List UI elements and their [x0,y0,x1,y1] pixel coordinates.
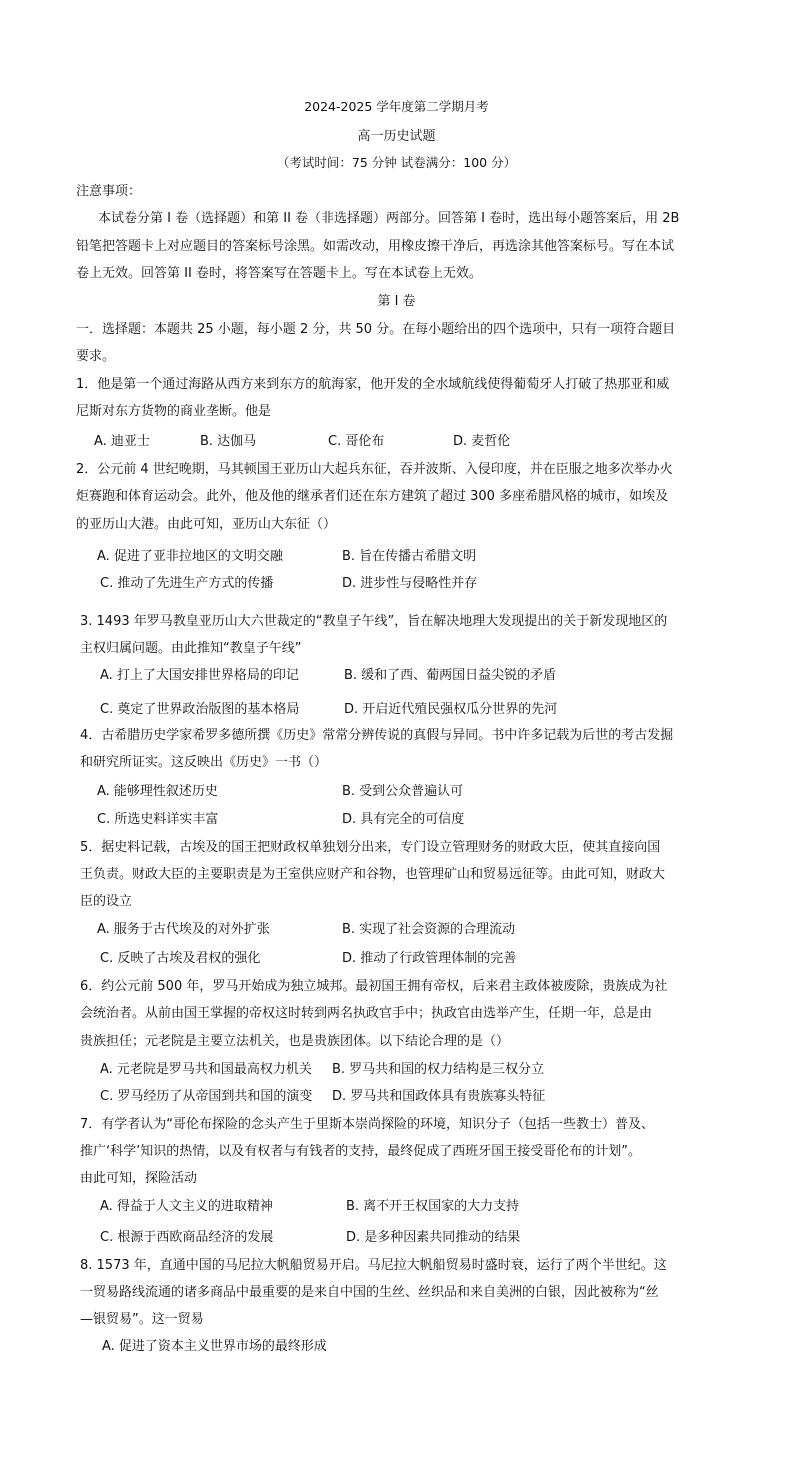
option-d: D. 是多种因素共同推动的结果 [346,1230,521,1245]
option-c: C. 根源于西欧商品经济的发展 [100,1230,274,1245]
option-c: C. 罗马经历了从帝国到共和国的演变 [100,1089,313,1104]
question-stem: 臣的设立 [80,894,133,909]
option-b: B. 罗马共和国的权力结构是三权分立 [332,1062,545,1077]
question-stem: 4．古希腊历史学家希罗多德所撰《历史》常常分辨传说的真假与异同。书中许多记载为后世的考古发掘 [80,728,674,743]
question-stem: 贵族担任；元老院是主要立法机关，也是贵族团体。以下结论合理的是（） [80,1034,510,1049]
question-stem: 3. 1493 年罗马教皇亚历山大六世裁定的“教皇子午线”，旨在解决地理大发现提出的关于新发现地区的 [80,614,668,629]
question-stem: 炬赛跑和体育运动会。此外，他及他的继承者们还在东方建筑了超过 300 多座希腊风格的城市，如埃及 [76,489,669,504]
section-instructions: 一．选择题：本题共 25 小题，每小题 2 分，共 50 分。在每小题给出的四个选项中，只有一项符合题目 [76,322,676,337]
option-a: A. 能够理性叙述历史 [97,784,218,799]
section-instructions: 要求。 [76,349,116,364]
question-stem: 1．他是第一个通过海路从西方来到东方的航海家，他开发的全水域航线使得葡萄牙人打破了热那亚和威 [76,377,670,392]
question-stem: 6．约公元前 500 年，罗马开始成为独立城邦。最初国王拥有帝权，后来君主政体被废除，贵族成为社 [80,979,668,994]
option-b: B. 实现了社会资源的合理流动 [342,922,516,937]
question-stem: 会统治者。从前由国王掌握的帝权这时转到两名执政官手中；执政官由选举产生，任期一年，总是由 [80,1006,653,1021]
option-c: C. 所选史料详实丰富 [97,812,219,827]
option-d: D. 进步性与侵略性并存 [342,576,478,591]
volume-title: 第 I 卷 [377,294,416,309]
option-d: D. 推动了行政管理体制的完善 [342,951,517,966]
option-b: B. 旨在传播古希腊文明 [342,549,477,564]
option-b: B. 受到公众普遍认可 [342,784,464,799]
option-b: B. 达伽马 [200,434,257,449]
question-stem: 由此可知，探险活动 [80,1171,198,1186]
option-d: D. 开启近代殖民强权瓜分世界的先河 [344,702,558,717]
option-c: C. 推动了先进生产方式的传播 [100,576,274,591]
option-d: D. 具有完全的可信度 [342,812,465,827]
option-d: D. 罗马共和国政体具有贵族寡头特征 [332,1089,546,1104]
option-a: A. 得益于人文主义的进取精神 [100,1199,273,1214]
option-a: A. 打上了大国安排世界格局的印记 [100,668,299,683]
option-c: C. 奠定了世界政治版图的基本格局 [100,702,300,717]
question-stem: 尼斯对东方货物的商业垄断。他是 [76,404,272,419]
subject-title: 高一历史试题 [357,129,436,144]
notice-line: 卷上无效。回答第 II 卷时，将答案写在答题卡上。写在本试卷上无效。 [76,266,482,281]
notice-heading: 注意事项： [76,184,142,199]
question-stem: 一贸易路线流通的诸多商品中最重要的是来自中国的生丝、丝织品和来自美洲的白银，因此被称为“丝 [80,1285,659,1300]
option-a: A. 促进了资本主义世界市场的最终形成 [102,1339,327,1354]
question-stem: 2．公元前 4 世纪晚期，马其顿国王亚历山大起兵东征，吞并波斯、入侵印度，并在臣服之地多次举办火 [76,462,673,477]
option-d: D. 麦哲伦 [453,434,511,449]
option-a: A. 迪亚士 [94,434,150,449]
question-stem: 的亚历山大港。由此可知，亚历山大东征（） [76,517,337,532]
option-b: B. 离不开王权国家的大力支持 [346,1199,520,1214]
question-stem: 7．有学者认为“哥伦布探险的念头产生于里斯本崇尚探险的环境，知识分子（包括一些教士）普及、 [80,1117,655,1132]
option-a: A. 服务于古代埃及的对外扩张 [97,922,270,937]
question-stem: 8. 1573 年，直通中国的马尼拉大帆船贸易开启。马尼拉大帆船贸易时盛时衰，运行了两个半世纪。这 [80,1258,667,1273]
notice-line: 铅笔把答题卡上对应题目的答案标号涂黑。如需改动，用橡皮擦干净后，再选涂其他答案标号。写在本试 [76,239,675,254]
question-stem: 5．据史料记载，古埃及的国王把财政权单独划分出来，专门设立管理财务的财政大臣，使其直接向国 [80,840,661,855]
option-c: C. 哥伦布 [328,434,385,449]
question-stem: 王负责。财政大臣的主要职责是为王室供应财产和谷物，也管理矿山和贸易远征等。由此可知，财政大 [80,867,666,882]
exam-info: （考试时间：75 分钟 试卷满分：100 分） [276,155,517,170]
option-a: A. 促进了亚非拉地区的文明交融 [97,549,283,564]
question-stem: 和研究所证实。这反映出《历史》一书（） [80,755,328,770]
option-b: B. 缓和了西、葡两国日益尖锐的矛盾 [344,668,557,683]
option-c: C. 反映了古埃及君权的强化 [100,951,261,966]
option-a: A. 元老院是罗马共和国最高权力机关 [100,1062,312,1077]
question-stem: —银贸易”。这一贸易 [80,1312,204,1327]
exam-title: 2024-2025 学年度第二学期月考 [304,99,489,114]
question-stem: 主权归属问题。由此推知“教皇子午线” [80,641,302,656]
notice-line: 本试卷分第 I 卷（选择题）和第 II 卷（非选择题）两部分。回答第 I 卷时，选出每小题答案后，用 2B [98,211,680,226]
question-stem: 推广‘科学’知识的热情，以及有权者与有钱者的支持，最终促成了西班牙国王接受哥伦布的计划”。 [80,1144,642,1159]
